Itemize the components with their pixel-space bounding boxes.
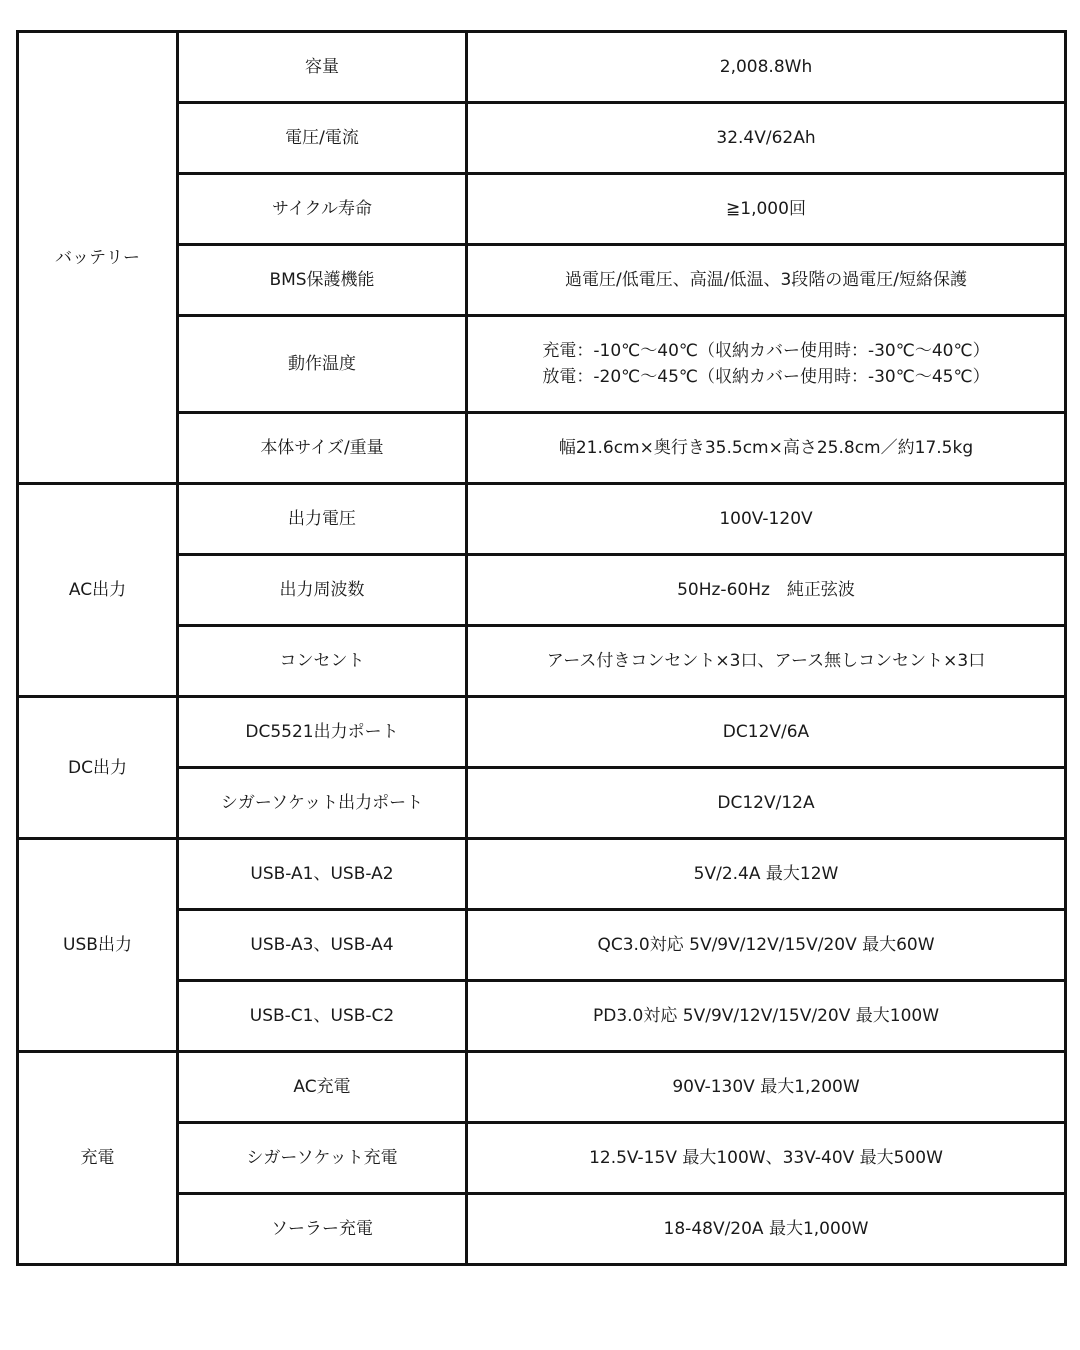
spec-label: AC充電: [178, 1052, 467, 1123]
spec-value: [467, 316, 1066, 413]
spec-value-line: 12.5V-15V 最大100W、33V-40V 最大500W: [589, 1148, 943, 1168]
table-row: [18, 839, 1066, 910]
table-row: [18, 1052, 1066, 1123]
table-row: [18, 484, 1066, 555]
spec-value: [467, 910, 1066, 981]
spec-value-line: 18-48V/20A 最大1,000W: [663, 1219, 869, 1239]
spec-value: [467, 981, 1066, 1052]
spec-value: [467, 245, 1066, 316]
spec-value: [467, 1194, 1066, 1265]
spec-value-line: 充電：-10℃～40℃（収納カバー使用時：-30℃～40℃）: [542, 341, 990, 361]
spec-label: USB-A1、USB-A2: [178, 839, 467, 910]
spec-value-line: 幅21.6cm×奥行き35.5cm×高さ25.8cm／約17.5kg: [558, 438, 974, 458]
spec-value: [467, 103, 1066, 174]
spec-label: 出力電圧: [178, 484, 467, 555]
spec-label: BMS保護機能: [178, 245, 467, 316]
spec-label: 容量: [178, 32, 467, 103]
spec-label: DC5521出力ポート: [178, 697, 467, 768]
spec-value-line: ≧1,000回: [726, 199, 806, 219]
spec-value: [467, 1123, 1066, 1194]
spec-value-line: 90V-130V 最大1,200W: [672, 1077, 860, 1097]
table-row: [18, 697, 1066, 768]
spec-value: [467, 555, 1066, 626]
spec-value: [467, 768, 1066, 839]
spec-value-line: 100V-120V: [719, 509, 813, 529]
spec-value-line: QC3.0対応 5V/9V/12V/15V/20V 最大60W: [597, 935, 935, 955]
spec-label: シガーソケット出力ポート: [178, 768, 467, 839]
spec-value-line: DC12V/12A: [717, 793, 815, 813]
spec-value: [467, 413, 1066, 484]
spec-label: USB-A3、USB-A4: [178, 910, 467, 981]
spec-value-line: 32.4V/62Ah: [716, 128, 816, 148]
category-cell-battery: バッテリー: [18, 32, 178, 484]
spec-value: [467, 626, 1066, 697]
category-cell-ac-output: AC出力: [18, 484, 178, 697]
spec-value: [467, 32, 1066, 103]
spec-value: [467, 697, 1066, 768]
spec-value: [467, 484, 1066, 555]
category-cell-dc-output: DC出力: [18, 697, 178, 839]
spec-value: [467, 839, 1066, 910]
spec-value-line: 50Hz-60Hz 純正弦波: [677, 580, 855, 600]
spec-label: 動作温度: [178, 316, 467, 413]
spec-label: USB-C1、USB-C2: [178, 981, 467, 1052]
spec-label: ソーラー充電: [178, 1194, 467, 1265]
category-cell-charging: 充電: [18, 1052, 178, 1265]
spec-value-line: 放電：-20℃～45℃（収納カバー使用時：-30℃～45℃）: [542, 367, 990, 387]
spec-value-line: アース付きコンセント×3口、アース無しコンセント×3口: [546, 651, 986, 671]
spec-value: [467, 174, 1066, 245]
spec-value-line: 5V/2.4A 最大12W: [693, 864, 839, 884]
table-row: [18, 32, 1066, 103]
spec-label: サイクル寿命: [178, 174, 467, 245]
spec-label: シガーソケット充電: [178, 1123, 467, 1194]
spec-label: 電圧/電流: [178, 103, 467, 174]
spec-value-line: 過電圧/低電圧、高温/低温、3段階の過電圧/短絡保護: [565, 270, 967, 290]
spec-value-line: DC12V/6A: [722, 722, 810, 742]
category-cell-usb-output: USB出力: [18, 839, 178, 1052]
spec-table: [16, 30, 1067, 1266]
spec-label: コンセント: [178, 626, 467, 697]
spec-value-line: 2,008.8Wh: [719, 57, 813, 77]
spec-value-line: PD3.0対応 5V/9V/12V/15V/20V 最大100W: [592, 1006, 940, 1026]
spec-label: 出力周波数: [178, 555, 467, 626]
spec-value: [467, 1052, 1066, 1123]
spec-label: 本体サイズ/重量: [178, 413, 467, 484]
